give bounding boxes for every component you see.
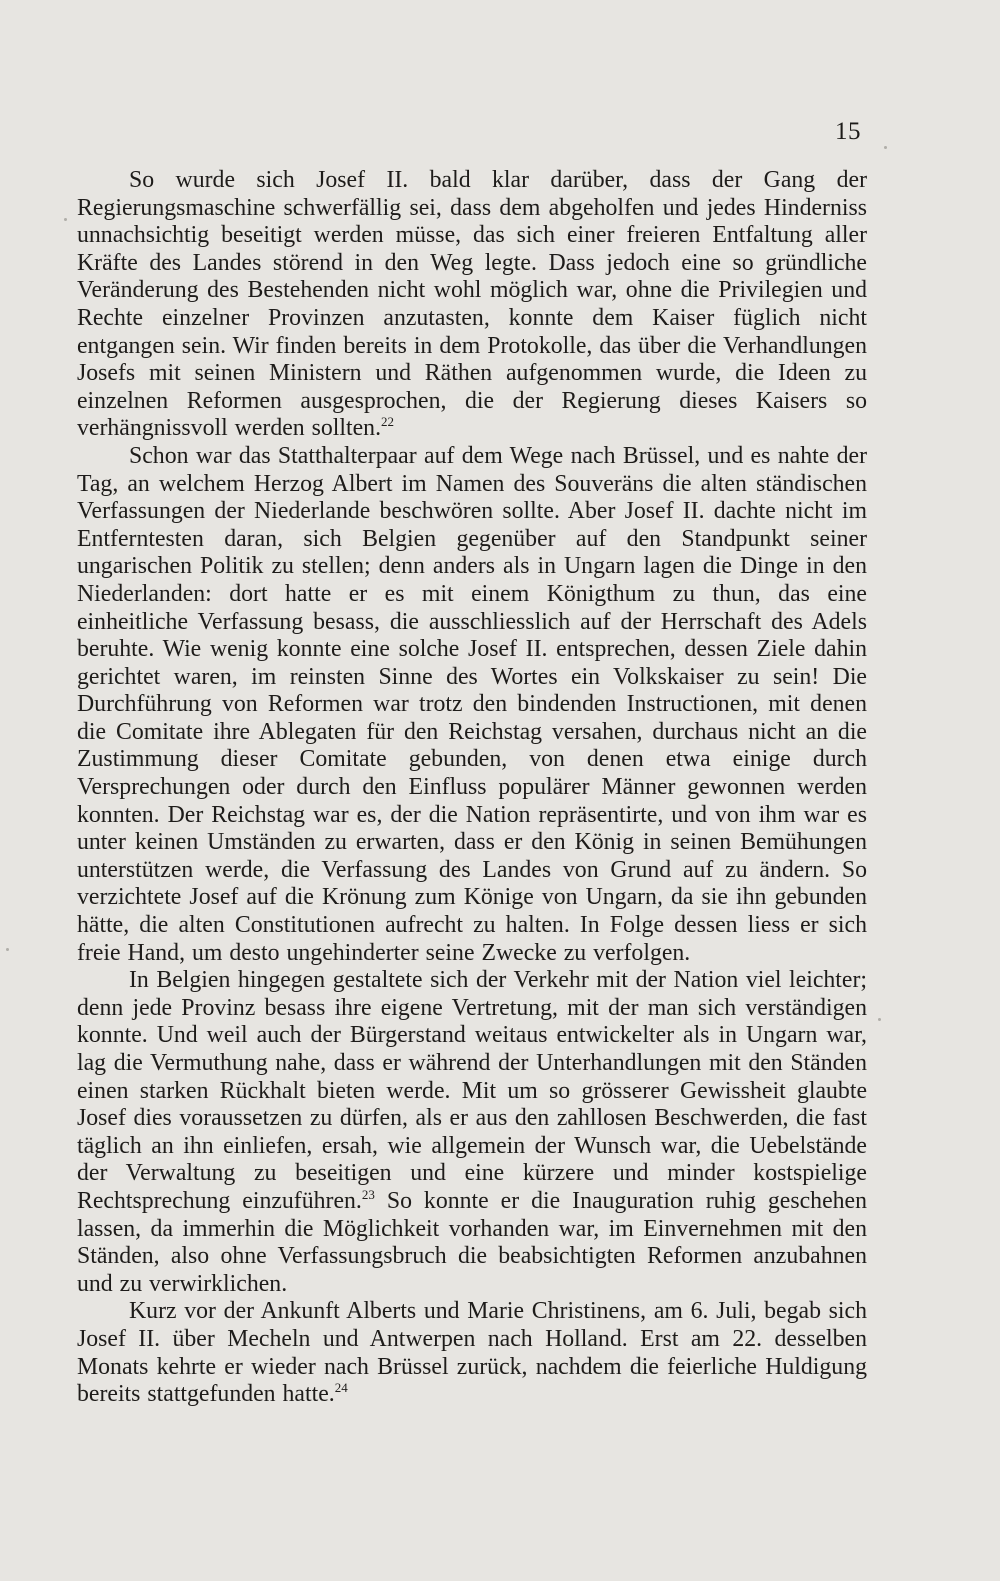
paragraph-text: In Belgien hingegen gestaltete sich der Verkehr mit der Nation viel leichter; denn jede Provinz besass ihre eigene Vertretung, mit der man sich verständigen konnte. Und weil auch der Bürgerstand weitaus entwickelter als in Ungarn war, lag die Vermuthung nahe, dass er während der Unterhandlungen mit den Ständen einen starken Rückhalt bieten werde. Mit um so grösserer Gewissheit glaubte Josef dies voraussetzen zu dürfen, als er aus den zahllosen Beschwerden, die fast täglich an ihn einliefen, ersah, wie allgemein der Wunsch war, die Uebelstände der Verwaltung zu beseitigen und eine kürzere und minder kostspielige Rechtsprechung einzuführen. — [77, 967, 867, 1214]
paragraph-4 — [77, 1298, 867, 1408]
footnote-ref-23: 23 — [361, 1187, 375, 1203]
paper-speck — [6, 948, 9, 951]
paper-speck — [878, 1018, 881, 1021]
paper-speck — [64, 218, 67, 221]
paragraph-text-continuation: So konnte er die Inauguration ruhig geschehen lassen, da immerhin die Möglichkeit vorhanden war, im Einvernehmen mit den Ständen, also ohne Verfassungsbruch die beabsichtigten Reformen anzubahnen und zu verwirklichen. — [77, 1187, 867, 1297]
paragraph-text: So wurde sich Josef II. bald klar darüber, dass der Gang der Regierungsmaschine schwerfällig sei, dass dem abgeholfen und jedes Hinderniss unnachsichtig beseitigt werden müsse, das sich einer freieren Entfaltung aller Kräfte des Landes störend in den Weg legte. Dass jedoch eine so gründliche Veränderung des Bestehenden nicht wohl möglich war, ohne die Privilegien und Rechte einzelner Provinzen anzutasten, konnte dem Kaiser füglich nicht entgangen sein. Wir finden bereits in dem Protokolle, das über die Verhandlungen Josefs mit seinen Ministern und Räthen aufgenommen wurde, die Ideen zu einzelnen Reformen ausgesprochen, die der Regierung dieses Kaisers so verhängnissvoll werden sollten. — [77, 167, 867, 442]
page-number: 15 — [835, 118, 861, 145]
paper-speck — [884, 146, 887, 149]
paragraph-3 — [77, 967, 867, 1298]
paragraph-text: Kurz vor der Ankunft Alberts und Marie Christinens, am 6. Juli, begab sich Josef II. über Mecheln und Antwerpen nach Holland. Erst am 22. desselben Monats kehrte er wieder nach Brüssel zurück, nachdem die feierliche Huldigung bereits stattgefunden hatte. — [77, 1298, 867, 1408]
footnote-ref-24: 24 — [334, 1380, 348, 1396]
paragraph-1 — [77, 167, 867, 443]
body-text — [77, 167, 867, 1409]
footnote-ref-22: 22 — [381, 414, 395, 430]
paragraph-text: Schon war das Statthalterpaar auf dem Wege nach Brüssel, und es nahte der Tag, an welchem Herzog Albert im Namen des Souveräns die alten ständischen Verfassungen der Niederlande beschwören sollte. Aber Josef II. dachte nicht im Entferntesten daran, sich Belgien gegenüber auf den Standpunkt seiner ungarischen Politik zu stellen; denn anders als in Ungarn lagen die Dinge in den Niederlanden: dort hatte er es mit einem Königthum zu thun, das eine einheitliche Verfassung besass, die ausschliesslich auf der Herrschaft des Adels beruhte. Wie wenig konnte eine solche Josef II. entsprechen, dessen Ziele dahin gerichtet waren, im reinsten Sinne des Wortes ein Volkskaiser zu sein! Die Durchführung von Reformen war trotz den bindenden Instructionen, mit denen die Comitate ihre Ablegaten für den Reichstag versahen, durchaus nicht an die Zustimmung dieser Comitate gebunden, von denen etwa einige durch Versprechungen oder durch den Einfluss populärer Männer gewonnen werden konnten. Der Reichstag war es, der die Nation repräsentirte, und von ihm war es unter keinen Umständen zu erwarten, dass er den König in seinen Bemühungen unterstützen werde, die Verfassung des Landes von Grund auf zu ändern. So verzichtete Josef auf die Krönung zum Könige von Ungarn, da sie ihn gebunden hätte, die alten Constitutionen aufrecht zu halten. In Folge dessen liess er sich freie Hand, um desto ungehinderter seine Zwecke zu verfolgen. — [77, 442, 867, 966]
paragraph-2 — [77, 443, 867, 967]
